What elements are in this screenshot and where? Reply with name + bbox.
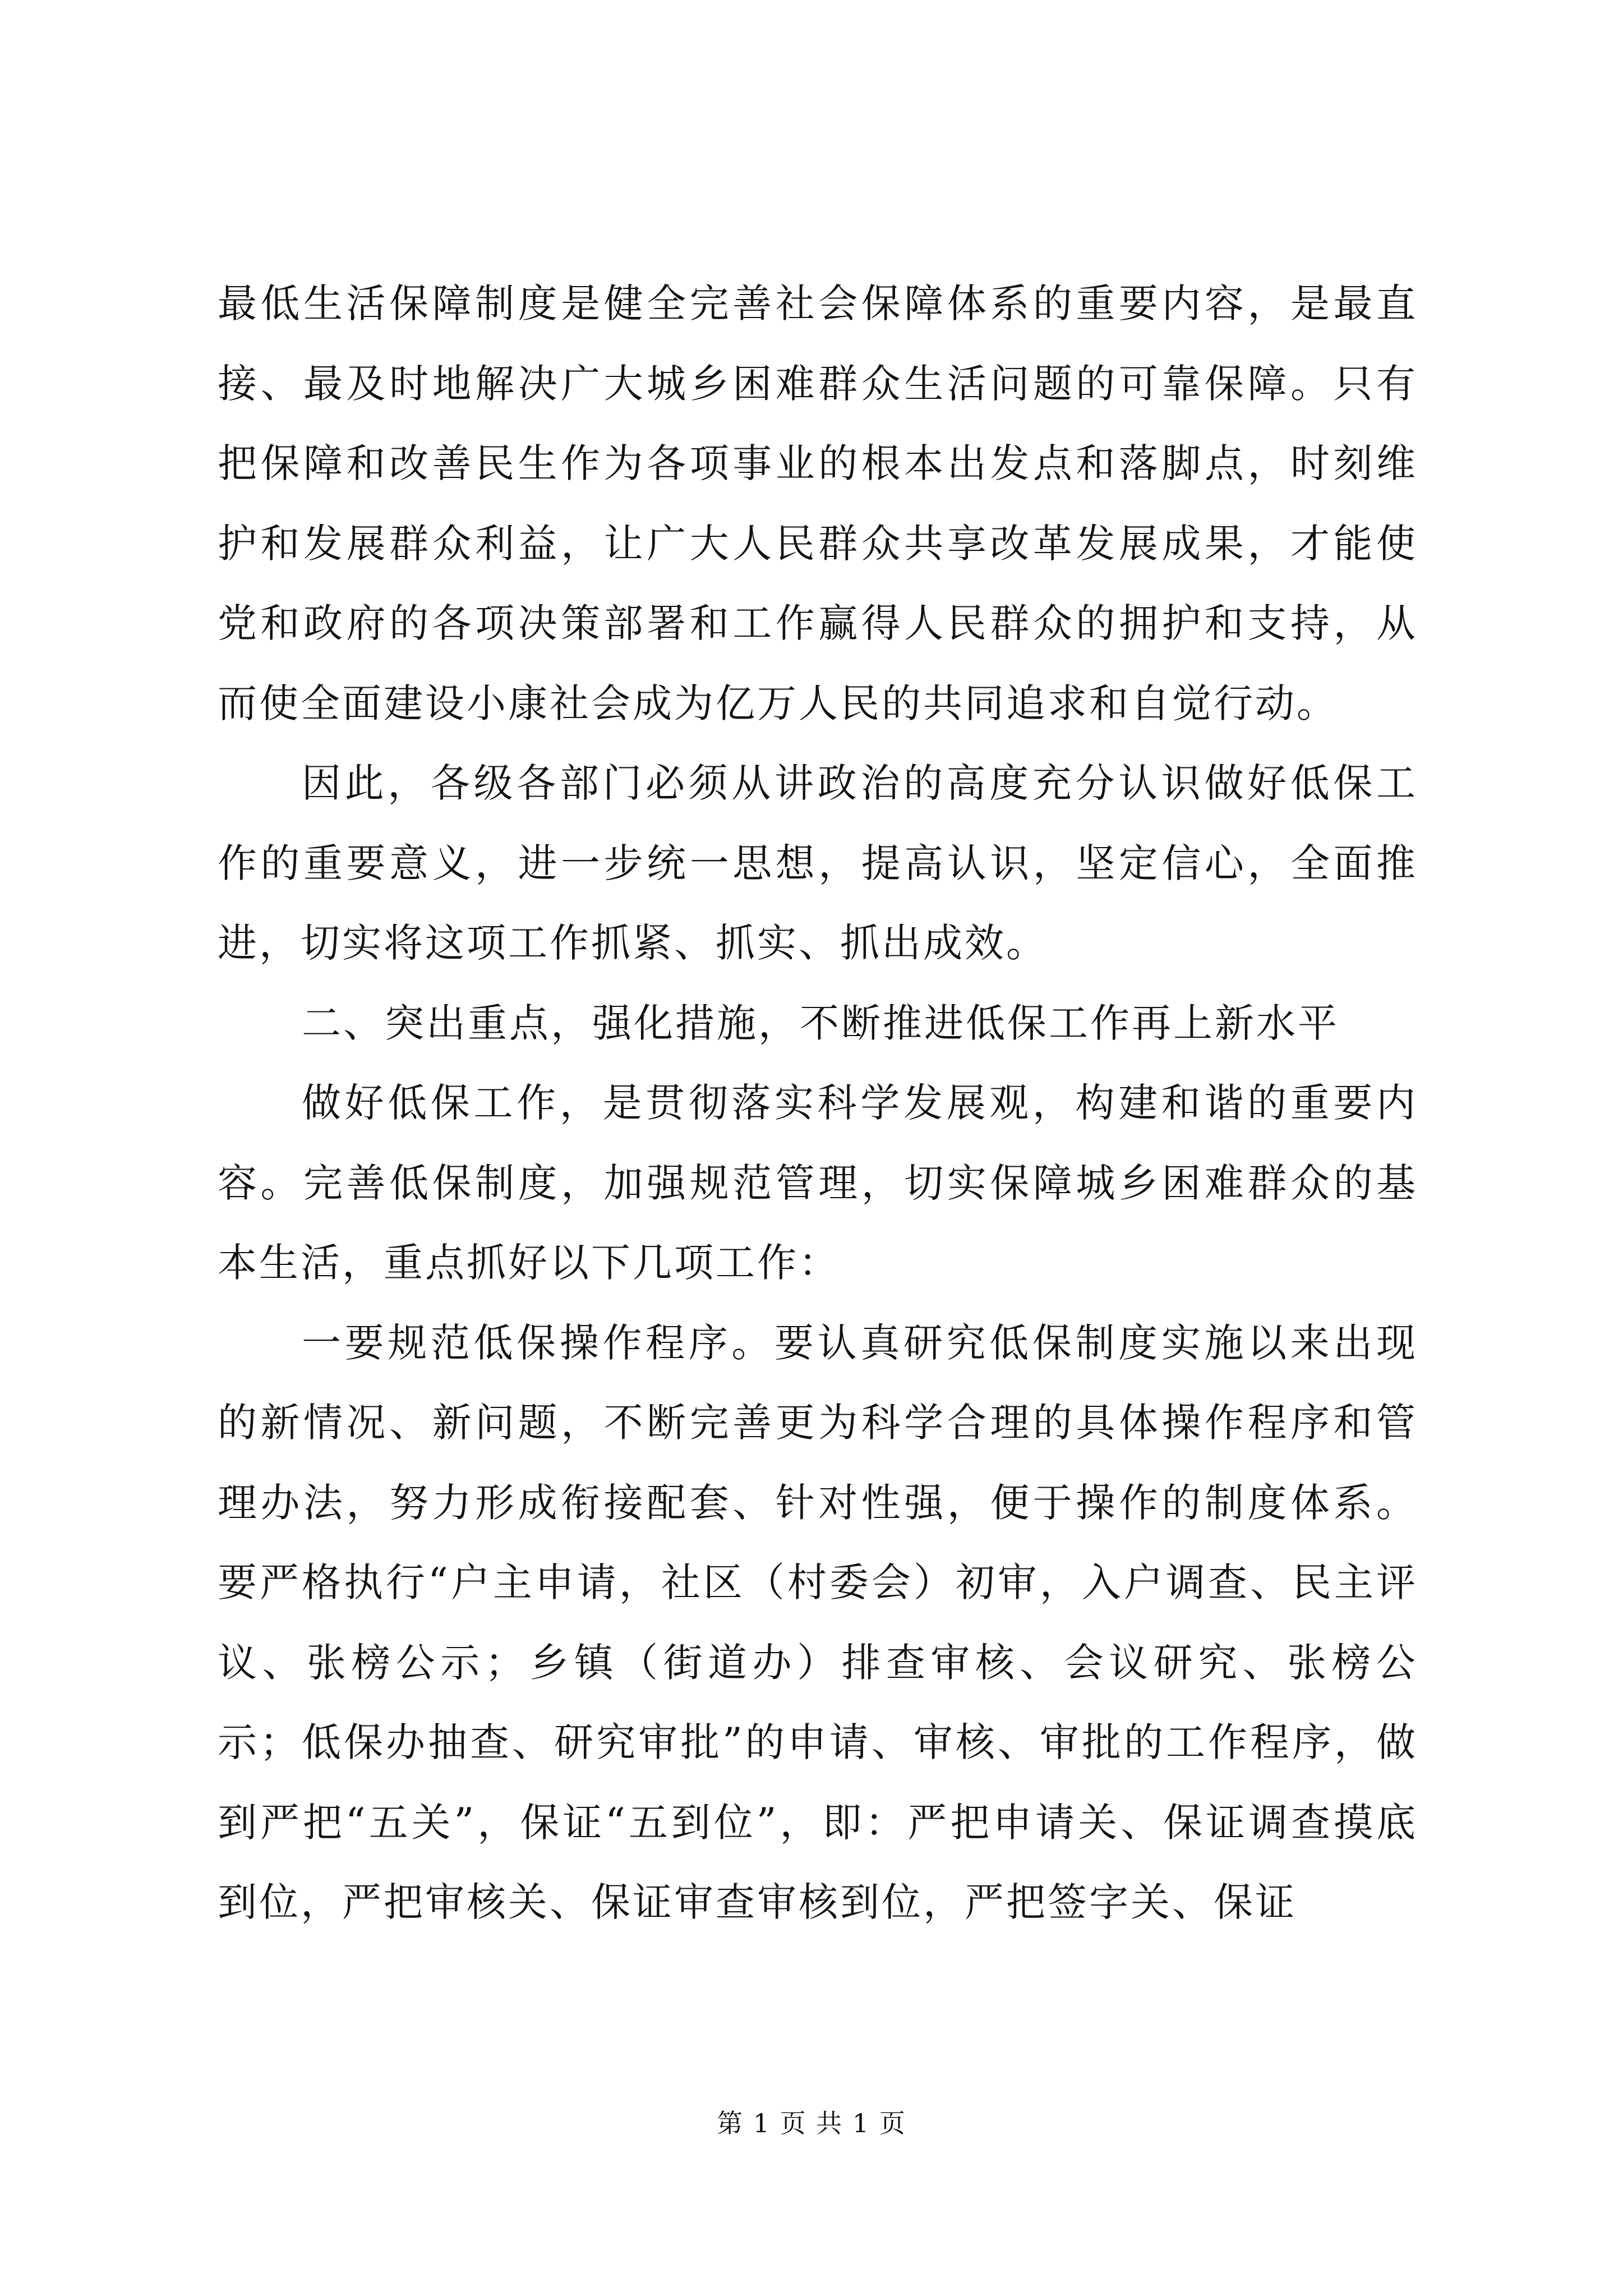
page-number-label: 第 1 页 共 1 页 [717,2108,906,2138]
section-heading: 二、突出重点，强化措施，不断推进低保工作再上新水平 [302,1000,1339,1046]
document-body [218,264,1418,1943]
paragraph-3: 做好低保工作，是贯彻落实科学发展观，构建和谐的重要内容。完善低保制度，加强规范管理，切实保障城乡困难群众的基本生活，重点抓好以下几项工作： [218,1080,1418,1286]
paragraph-1: 最低生活保障制度是健全完善社会保障体系的重要内容，是最直接、最及时地解决广大城乡困难群众生活问题的可靠保障。只有把保障和改善民生作为各项事业的根本出发点和落脚点，时刻维护和发展群众利益，让广大人民群众共享改革发展成果，才能使党和政府的各项决策部署和工作赢得人民群众的拥护和支持，从而使全面建设小康社会成为亿万人民的共同追求和自觉行动。 [218,280,1418,726]
paragraph-2: 因此，各级各部门必须从讲政治的高度充分认识做好低保工作的重要意义，进一步统一思想，提高认识，坚定信心，全面推进，切实将这项工作抓紧、抓实、抓出成效。 [218,760,1418,966]
page-footer [0,2106,1623,2140]
paragraph-4: 一要规范低保操作程序。要认真研究低保制度实施以来出现的新情况、新问题，不断完善更为科学合理的具体操作程序和管理办法，努力形成衔接配套、针对性强，便于操作的制度体系。要严格执行“户主申请，社区（村委会）初审，入户调查、民主评议、张榜公示；乡镇（街道办）排查审核、会议研究、张榜公示；低保办抽查、研究审批”的申请、审核、审批的工作程序，做到严把“五关”，保证“五到位”，即：严把申请关、保证调查摸底到位，严把审核关、保证审查审核到位，严把签字关、保证 [218,1319,1418,1925]
